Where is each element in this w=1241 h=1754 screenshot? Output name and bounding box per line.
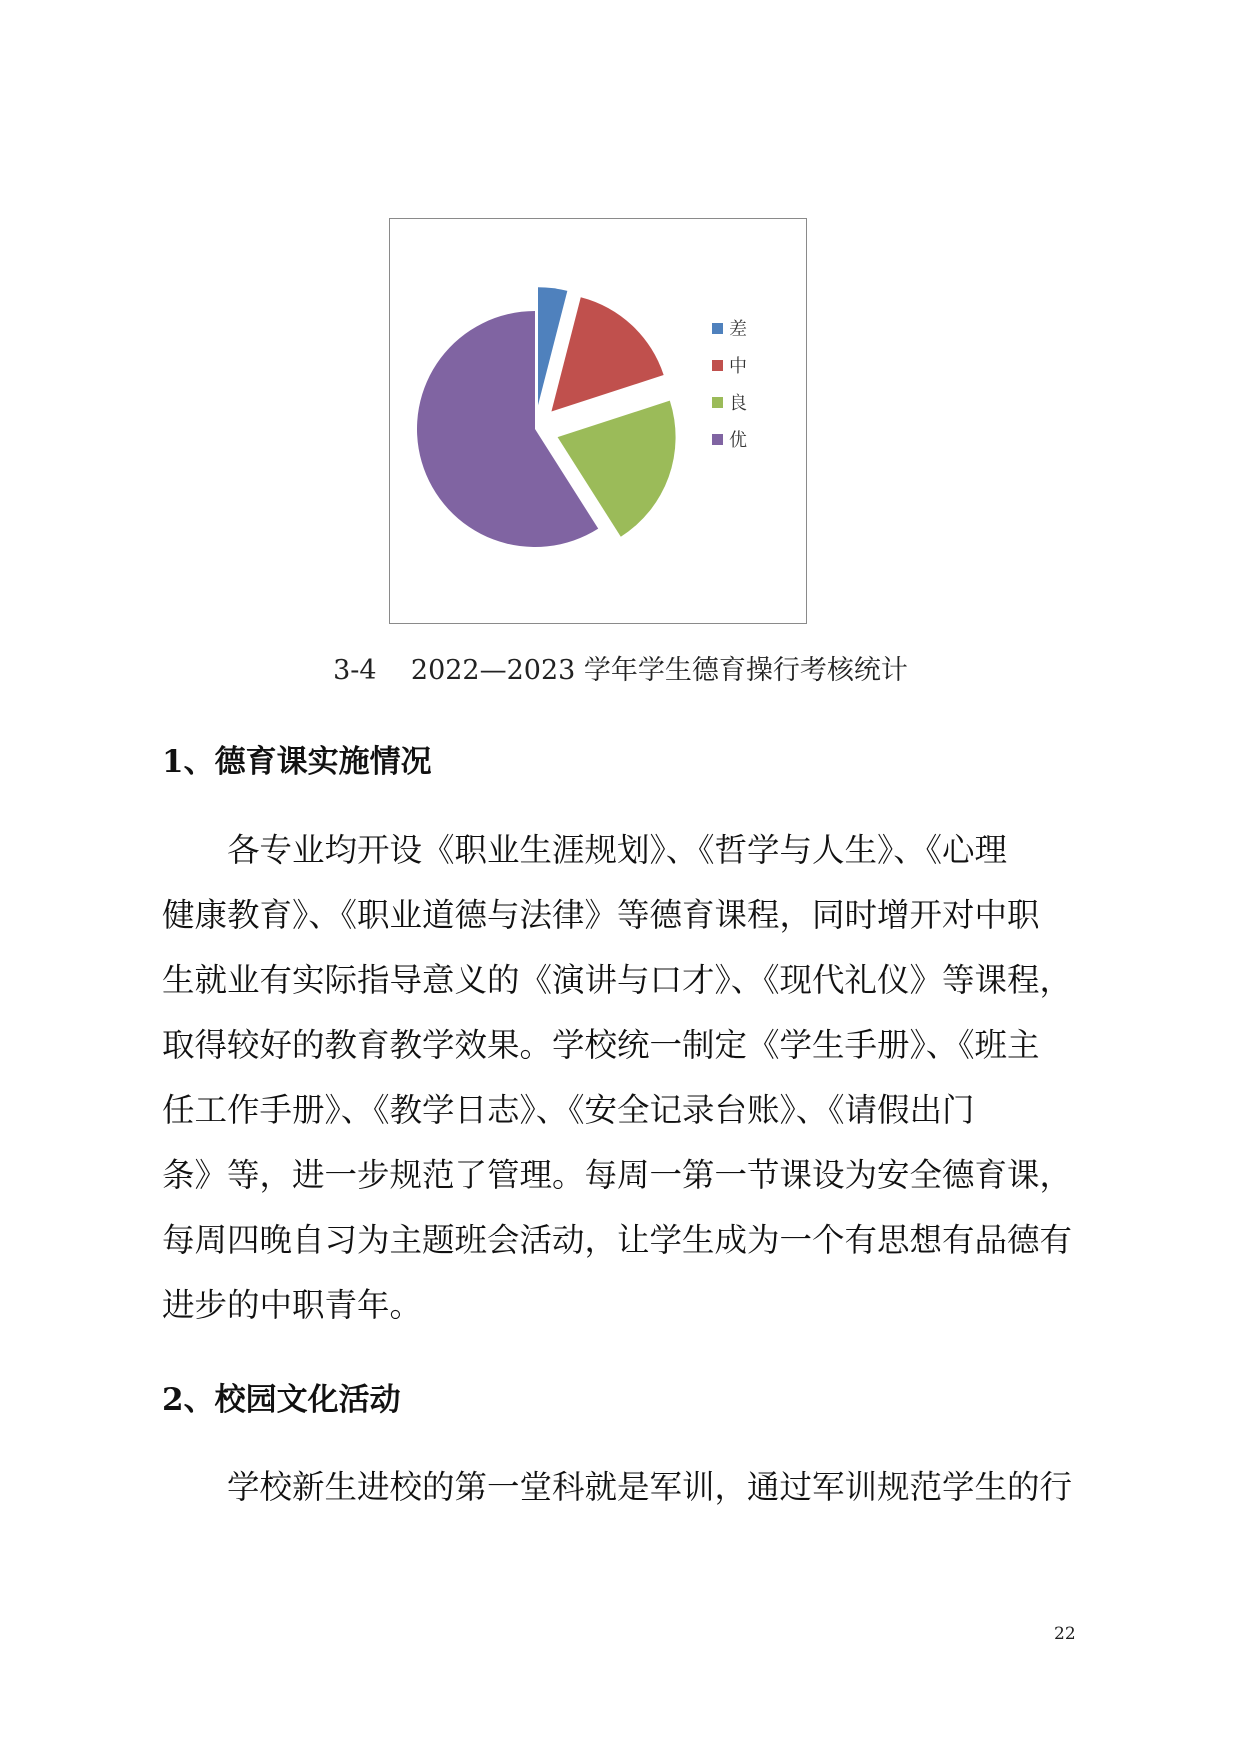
page-number: 22 — [1054, 1624, 1076, 1644]
legend-label-3: 良 — [729, 393, 747, 414]
section-2-title: 校园文化活动 — [214, 1382, 401, 1418]
pie-chart-svg — [390, 219, 808, 625]
paragraph-line: 健康教育》、《职业道德与法律》等德育课程，同时增开对中职 — [162, 896, 1040, 934]
pie-slice-2 — [551, 297, 663, 411]
paragraph-line: 进步的中职青年。 — [162, 1286, 423, 1324]
legend-swatch-4 — [712, 434, 723, 445]
section-1-heading — [162, 736, 432, 781]
paragraph-line: 每周四晚自习为主题班会活动，让学生成为一个有思想有品德有 — [162, 1221, 1073, 1259]
legend-swatch-1 — [712, 323, 723, 334]
section-1-paragraph — [162, 818, 1082, 1338]
pie-chart — [389, 218, 807, 624]
section-2-number: 2、 — [162, 1382, 215, 1418]
section-2-heading — [162, 1374, 401, 1419]
section-1-title: 德育课实施情况 — [214, 744, 432, 780]
legend-label-4: 优 — [729, 430, 747, 451]
section-2-paragraph — [162, 1455, 1082, 1520]
paragraph-line: 各专业均开设《职业生涯规划》、《哲学与人生》、《心理 — [227, 831, 1008, 869]
legend-label-1: 差 — [729, 319, 747, 340]
paragraph-line: 条》等，进一步规范了管理。每周一第一节课设为安全德育课， — [162, 1156, 1073, 1194]
legend-swatch-3 — [712, 397, 723, 408]
paragraph-line: 任工作手册》、《教学日志》、《安全记录台账》、《请假出门 — [162, 1091, 975, 1129]
paragraph-line: 学校新生进校的第一堂科就是军训，通过军训规范学生的行 — [227, 1468, 1073, 1506]
paragraph-line: 生就业有实际指导意义的《演讲与口才》、《现代礼仪》等课程， — [162, 961, 1073, 999]
chart-caption: 3-4 2022—2023 学年学生德育操行考核统计 — [333, 655, 908, 686]
section-1-number: 1、 — [162, 744, 215, 780]
legend-label-2: 中 — [729, 356, 747, 377]
legend-swatch-2 — [712, 360, 723, 371]
paragraph-line: 取得较好的教育教学效果。学校统一制定《学生手册》、《班主 — [162, 1026, 1040, 1064]
